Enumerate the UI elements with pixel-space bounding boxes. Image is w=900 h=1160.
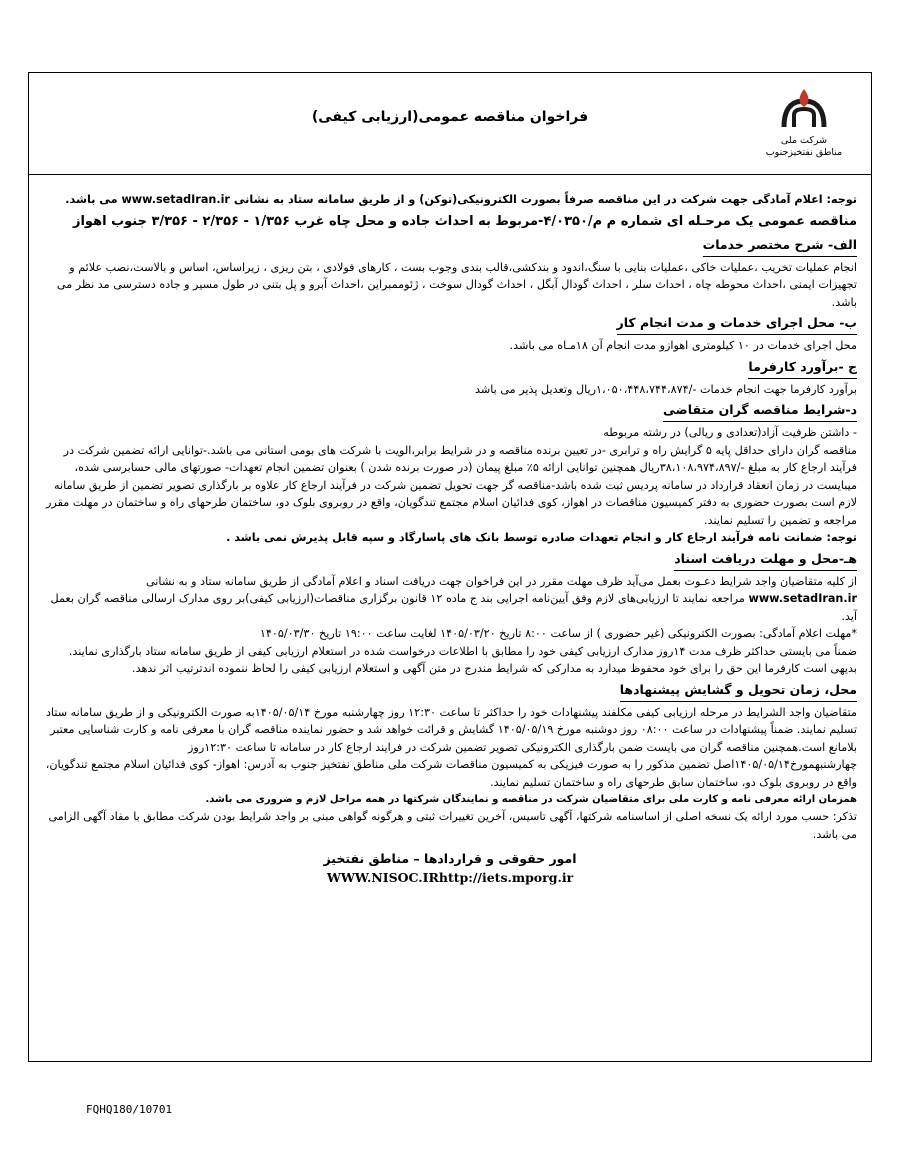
section-b-body: محل اجرای خدمات در ۱۰ کیلومتری اهوازو مدت انجام آن ۱۸مـاه می باشد.	[509, 339, 857, 352]
section-f-note: همزمان ارائه معرفی نامه و کارت ملی برای متقاضیان شرکت در مناقصه و نمایندگان شرکتها در همه مراحل لازم و ضروری می باشد.	[205, 794, 857, 805]
section-e-text2: مراجعه نمایند تا ارزیابی‌های لازم وفق آیین‌نامه اجرایی بند ج ماده ۱۲ قانون برگزاری مناقصات(ارزیابی کیفی)بر روی مدارک ارسالی مناقصه گران بعمل آید.	[50, 592, 857, 623]
section-d-body: مناقصه گران دارای حداقل پایه ۵ گرایش راه و ترابری -در تعیین برنده مناقصه و در شرایط برابر،الویت با شرکت های بومی استانی می باشد.-توانایی ارائه تضمین شرکت در فرآیند ارجاع کار به مبلغ -/۳۸،۱۰۸،۹۷۴،۸۹۷ریال همچنین توانایی ارائه ۵٪ مبلغ پیمان (در صورت برنده شدن ) بعنوان تضمین انجام تعهدات- صورتهای مالی حسابرسی شده، میبایست در زمان انعقاد قرارداد در سامانه پردیس ثبت شده باشد-مناقصه گر جهت تحویل تضمین شرکت در فرآیند ارجاع کار علاوه بر بارگذاری تصویر تضمین از طریق سامانه لازم است بصورت حضوری به دفتر کمیسیون مناقصات در اهواز، کوی فدائیان اسلام مجتمع تندگویان، واقع در روبروی بلوک دو، ساختمان طرحهای راه و ساختمان در مهلت مقرر مراجعه و تضمین را تسلیم نمایند.	[46, 443, 857, 527]
company-logo	[759, 87, 849, 167]
footer-urls[interactable]: WWW.NISOC.IRhttp://iets.mporg.ir	[326, 870, 574, 885]
section-e-heading: هـ-محل و مهلت دریافت اسناد	[674, 548, 857, 571]
section-f-heading: محل، زمان تحویل و گشایش پیشنهادها	[620, 679, 857, 702]
notice-prefix: توجه: اعلام آمادگی جهت شرکت در این مناقصه صرفاً بصورت الکترونیکی(توکن) و از طریق سامانه ستاد به نشانی	[233, 193, 857, 206]
header-box	[29, 73, 871, 175]
section-c-heading: ج -برآورد کارفرما	[748, 356, 857, 379]
setad-url-link-2[interactable]: www.setadIran.ir	[748, 592, 857, 605]
section-a-heading: الف- شرح مختصر خدمات	[703, 234, 857, 257]
section-e-text1: از کلیه متقاضیان واجد شرایط دعـوت بعمل می‌آید ظرف مهلت مقرر در این فراخوان جهت دریافت اسناد و اعلام آمادگی از طریق سامانه ستاد و به نشانی	[145, 574, 857, 588]
section-e-body3: ضمناً می بایستی حداکثر ظرف مدت ۱۴روز مدارک ارزیابی کیفی خود را مطابق با اطلاعات درخواست شده در استعلام ارزیابی کیفی از طریق سامانه ستاد بارگذاری نمایند. بدیهی است کارفرما این حق را برای خود محفوظ میدارد به مدارکی که شرایط مندرج در متن آگهی و استعلام ارزیابی کیفی را لحاظ ننموده اندترتیب اثر ندهد.	[68, 644, 857, 675]
section-c-body: برآورد کارفرما جهت انجام خدمات -/۱،۰۵۰،۴۴۸،۷۴۴،۸۷۴ریال وتعدیل پذیر می باشد	[475, 382, 857, 396]
page-title: فراخوان مناقصه عمومی(ارزیابی کیفی)	[311, 109, 589, 125]
section-d-line1: - داشتن ظرفیت آزاد(تعدادی و ریالی) در رشته مربوطه	[603, 426, 857, 439]
notice-line	[43, 191, 857, 209]
logo-text-line1: شرکت ملی	[780, 135, 828, 146]
setad-url-link[interactable]: www.setadIran.ir	[121, 193, 230, 206]
notice-suffix: می باشد.	[65, 193, 118, 206]
logo-text-line2: مناطق نفتخیزجنوب	[765, 147, 843, 158]
section-g-body: تذکر: حسب مورد ارائه یک نسخه اصلی از اساسنامه شرکتها، آگهی تاسیس، آخرین تغییرات ثبتی و هرگونه گواهی مبنی بر واجد شرایط بودن شرکت مطابق با مفاد آگهی الزامی می باشد.	[48, 810, 857, 841]
section-d-heading: د-شرایط مناقصه گران متقاضی	[663, 399, 857, 422]
section-a-body: انجام عملیات تخریب ،عملیات خاکی ،عملیات بنایی با سنگ،اندود و بندکشی،قالب بندی وجوب بست ، کارهای فولادی ، بتن ریزی ، زیراساس، اساس و بالاست،نصب علائم و تجهیزات ایمنی ،احداث محوطه چاه ، احداث سلر ، احداث گودال آبگل ، احداث گودال سوخت ، ژئوممبراین ،احداث آبرو و پل بتنی در طول مسیر و جاده دسترسی مد نظر می باشد.	[56, 260, 857, 309]
section-b-heading: ب- محل اجرای خدمات و مدت انجام کار	[617, 312, 857, 335]
tender-title: مناقصه عمومی یک مرحـله ای شماره م م/۴/۰۳۵۰-مربوط به احداث جاده و محل چاه غرب ۱/۳۵۶ - ۲/۳۵۶ - ۳/۳۵۶ جنوب اهواز	[72, 213, 857, 229]
document-frame	[28, 72, 872, 1062]
section-f-body: متقاضیان واجد الشرایط در مرحله ارزیابی کیفی مکلفند پیشنهادات خود را حداکثر تا ساعت ۱۲:۳۰ روز چهارشنبه مورخ ۱۴۰۵/۰۵/۱۴به صورت الکترونیکی و از طریق سامانه ستاد تسلیم نمایند. ضمناً پیشنهادات در ساعت ۰۸:۰۰ روز دوشنبه مورخ ۱۴۰۵/۰۵/۱۹ گشایش و قرائت خواهد شد و حضور نماینده مناقصه گران با معرفی نامه و کارت شناسایی معتبر بلامانع است.همچنین مناقصه گران می بایست ضمن بارگذاری الکترونیکی تصویر تضمین شرکت در فرایند ارجاع کار در سامانه تا ساعت ۱۲:۳۰روز چهارشنبهمورخ۱۴۰۵/۰۵/۱۴اصل تضمین مذکور را به صورت فیزیکی به کمیسیون مناقصات شرکت ملی مناطق نفتخیز جنوب به آدرس: اهواز- کوی فدائیان اسلام مجتمع تندگویان، واقع در روبروی بلوک دو، ساختمان سابق طرحهای راه و ساختمان تسلیم نمایند.	[45, 705, 857, 789]
section-d-note: توجه: ضمانت نامه فرآیند ارجاع کار و انجام تعهدات صادره توسط بانک های پاسارگاد و سپه قابل پذیرش نمی باشد .	[226, 531, 857, 544]
footer-signature: امور حقوقی و قراردادها – مناطق نفتخیز	[323, 851, 577, 866]
document-code: FQHQ180/10701	[86, 1103, 173, 1116]
document-body	[43, 191, 857, 887]
section-e-deadline: *مهلت اعلام آمادگی: بصورت الکترونیکی (غیر حضوری ) از ساعت ۸:۰۰ تاریخ ۱۴۰۵/۰۳/۲۰ لغایت ساعت ۱۹:۰۰ تاریخ ۱۴۰۵/۰۳/۳۰	[259, 627, 857, 640]
section-e-body	[43, 573, 857, 626]
